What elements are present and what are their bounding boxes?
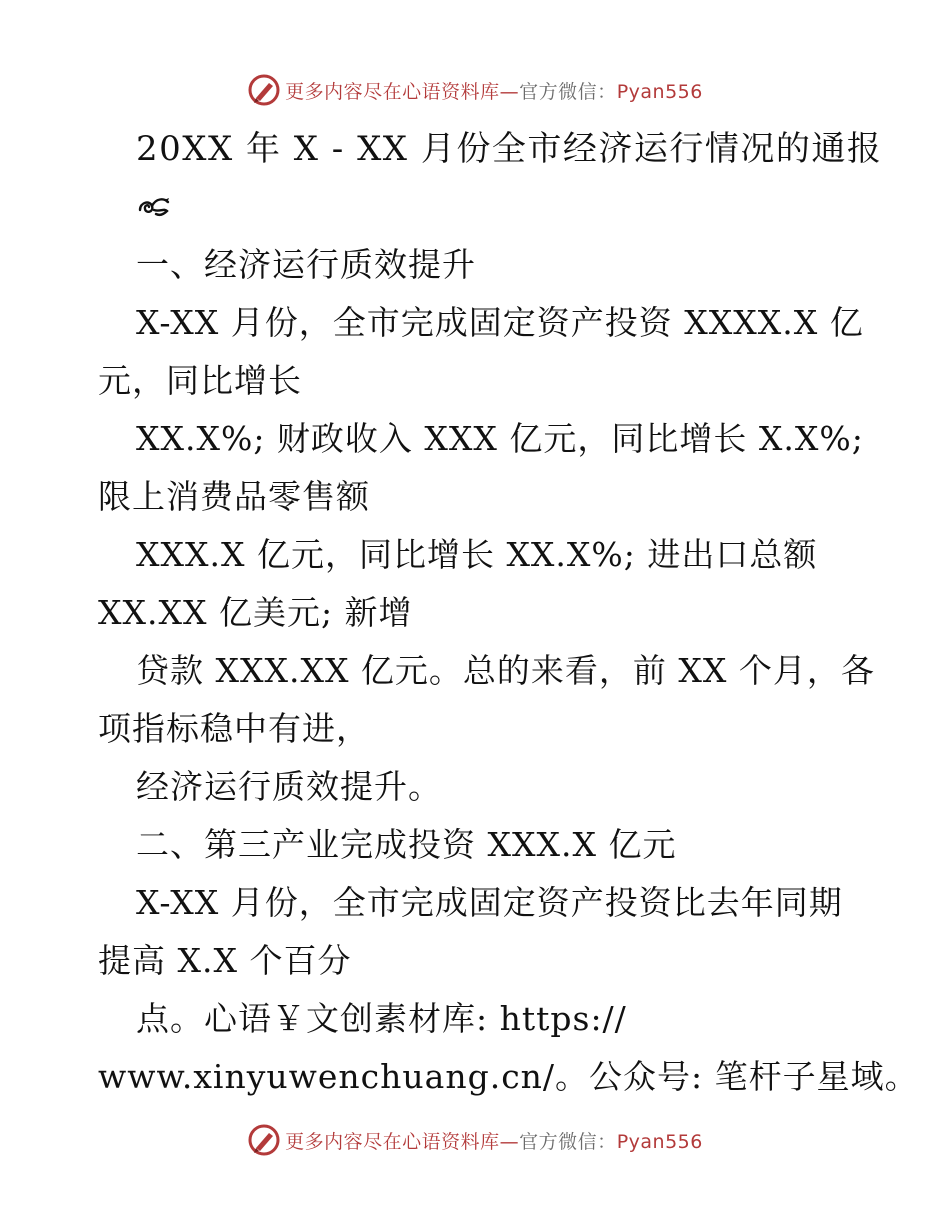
banner-wechat-label: 官方微信：: [519, 1130, 617, 1153]
paragraph-line: X-XX 月份，全市完成固定资产投资比去年同期: [136, 883, 843, 922]
paragraph-line: 点。心语￥文创素材库: https://: [136, 999, 627, 1038]
paragraph-line: 项指标稳中有进，: [98, 709, 370, 748]
paragraph-line: XX.XX 亿美元; 新增: [98, 593, 413, 632]
paragraph-line: 贷款 XXX.XX 亿元。总的来看，前 XX 个月，各: [136, 651, 875, 690]
paragraph-line: XX.X%; 财政收入 XXX 亿元，同比增长 X.X%;: [136, 419, 864, 458]
paragraph-line: 经济运行质效提升。: [136, 767, 442, 806]
paragraph-line: 二、第三产业完成投资 XXX.X 亿元: [136, 825, 677, 864]
paragraph-lines: [98, 236, 919, 1106]
pen-circle-logo-icon: [247, 1123, 281, 1157]
ornament-row: [98, 178, 868, 236]
banner-main-text: 更多内容尽在心语资料库: [285, 1130, 500, 1153]
paragraph-line: XXX.X 亿元，同比增长 XX.X%; 进出口总额: [136, 535, 818, 574]
paragraph-line: 限上消费品零售额: [98, 477, 370, 516]
paragraph-line: www.xinyuwenchuang.cn/。公众号: 笔杆子星域。: [98, 1057, 919, 1096]
paragraph-line: X-XX 月份，全市完成固定资产投资 XXXX.X 亿: [136, 303, 864, 342]
banner-text: [285, 1127, 703, 1154]
banner-wechat-id: Pyan556: [616, 1130, 703, 1153]
footer-banner: [0, 1120, 950, 1160]
document-title: 20XX 年 X - XX 月份全市经济运行情况的通报: [136, 129, 883, 169]
banner-main-text: 更多内容尽在心语资料库: [285, 80, 500, 103]
banner-dash: —: [499, 1130, 520, 1153]
paragraph-line: 提高 X.X 个百分: [98, 941, 352, 980]
paragraph-line: 一、经济运行质效提升: [136, 245, 476, 284]
document-body: [98, 120, 919, 1106]
banner-wechat-id: Pyan556: [616, 80, 703, 103]
header-banner: [0, 70, 950, 110]
paragraph-line: 元，同比增长: [98, 361, 302, 400]
swirl-ornament-icon: [136, 192, 172, 222]
banner-wechat-label: 官方微信：: [519, 80, 617, 103]
pen-circle-logo-icon: [247, 73, 281, 107]
banner-dash: —: [499, 80, 520, 103]
banner-text: [285, 77, 703, 104]
